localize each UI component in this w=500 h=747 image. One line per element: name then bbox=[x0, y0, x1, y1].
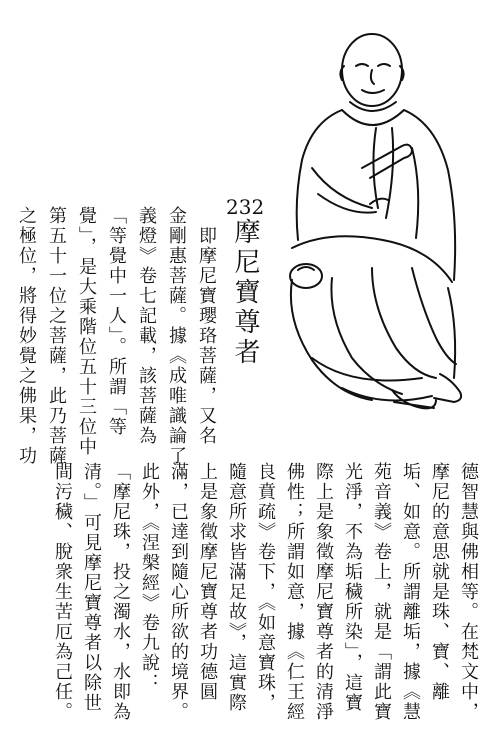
text-column: 上是象徵摩尼寶尊者功德圓 bbox=[197, 462, 218, 702]
text-column: 際上是象徵摩尼寶尊者的清淨 bbox=[313, 462, 334, 722]
text-column: 「等覺中一人」。所謂「等 bbox=[106, 206, 127, 437]
text-column: 金剛惠菩薩。據《成唯識論了 bbox=[166, 206, 187, 466]
text-column: 即摩尼寶瓔珞菩薩，又名 bbox=[196, 226, 217, 446]
text-column: 之極位，將得妙覺之佛果，功 bbox=[16, 206, 37, 466]
text-column: 良賁疏》卷下，《如意寶珠， bbox=[255, 462, 276, 713]
text-column: 覺」，是大乘階位五十三位中 bbox=[76, 206, 97, 457]
text-column: 滿，已達到隨心所欲的境界。 bbox=[168, 462, 189, 722]
text-column: 佛性；所謂如意，據《仁王經 bbox=[284, 462, 305, 722]
text-column: 光淨，不為垢穢所染」，這寶 bbox=[342, 462, 363, 713]
arhat-figure-illustration bbox=[272, 18, 472, 438]
text-column: 義燈》卷七記載，該菩薩為 bbox=[136, 206, 157, 446]
text-column: 清。」可見摩尼寶尊者以除世 bbox=[81, 462, 102, 713]
text-column: 德智慧與佛相等。在梵文中， bbox=[458, 462, 479, 722]
text-column: 垢、如意。所謂離垢，據《慧 bbox=[400, 462, 421, 722]
text-column: 間污穢、脫衆生苦厄為己任。 bbox=[52, 462, 73, 722]
text-column: 隨意所求皆滿足故》，這實際 bbox=[226, 462, 247, 713]
text-column: 摩尼的意思就是珠、寶、離 bbox=[429, 462, 450, 702]
entry-number: 232 bbox=[226, 195, 265, 219]
text-column: 苑音義》卷上，就是「謂此寶 bbox=[371, 462, 392, 722]
text-column: 第五十一位之菩薩，此乃菩薩 bbox=[46, 206, 67, 466]
entry-title: 摩尼寶尊者 bbox=[230, 218, 260, 368]
text-column: 「摩尼珠，投之濁水，水即為 bbox=[110, 462, 131, 722]
text-column: 此外，《涅槃經》卷九說： bbox=[139, 462, 160, 693]
